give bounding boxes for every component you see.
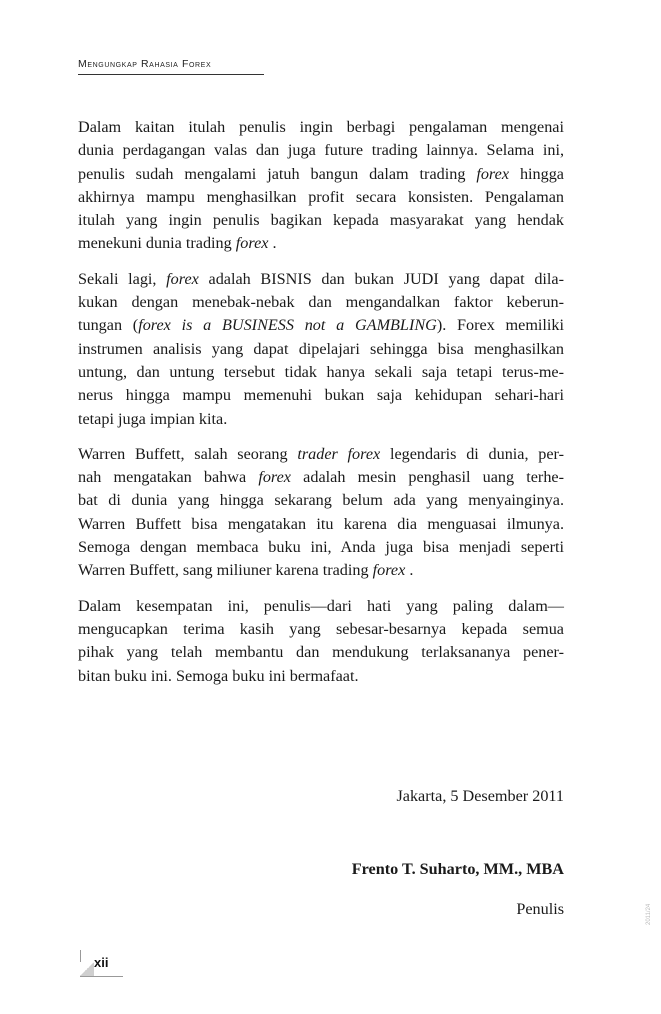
text-line	[78, 314, 564, 337]
paragraph	[78, 116, 564, 256]
italic-term: forex	[258, 468, 291, 487]
text-line	[78, 338, 564, 361]
text-run: .	[268, 234, 277, 253]
paragraph	[78, 443, 564, 583]
text-line	[78, 186, 564, 209]
italic-term: forex	[476, 164, 510, 183]
text-run: itulah yang ingin penulis bagikan kepada masyarakat yang hendak	[78, 211, 564, 230]
text-line	[78, 641, 564, 664]
text-run: bitan buku ini. Semoga buku ini bermafaat.	[78, 666, 359, 685]
text-run: .	[405, 561, 414, 580]
italic-term: forex	[372, 561, 406, 580]
italic-term: forex	[166, 269, 199, 288]
side-note: 2011/24	[646, 903, 652, 925]
text-run: dunia perdagangan valas dan juga future trading lainnya. Selama ini,	[78, 141, 564, 160]
text-line	[78, 559, 564, 582]
text-run: instrumen analisis yang dapat dipelajari sehingga bisa menghasilkan	[78, 339, 564, 358]
text-run: Dalam kaitan itulah penulis ingin berbagi pengalaman mengenai	[78, 118, 564, 136]
text-run: bat di dunia yang hingga sekarang belum ada yang menyainginya.	[78, 491, 564, 510]
text-line	[78, 268, 564, 291]
text-line	[78, 408, 564, 431]
text-run: hingga	[509, 164, 564, 183]
text-run: menekuni dunia trading	[78, 234, 236, 253]
paragraph	[78, 595, 564, 688]
text-run: Warren Buffett bisa mengatakan itu karena dia menguasai ilmunya.	[78, 514, 564, 533]
text-run: tetapi juga impian kita.	[78, 409, 228, 428]
paragraph	[78, 268, 564, 431]
signature-role: Penulis	[516, 900, 564, 918]
text-run: nah mengatakan bahwa	[78, 468, 259, 487]
text-run: untung, dan untung tersebut tidak hanya sekali saja tetapi terus-me-	[78, 362, 564, 381]
signature-name: Frento T. Suharto, MM., MBA	[351, 860, 564, 878]
text-line	[78, 489, 564, 512]
text-line	[78, 116, 564, 139]
text-run: tungan (	[78, 316, 139, 335]
text-line	[78, 139, 564, 162]
text-run: Warren Buffett, sang miliuner karena trading	[78, 561, 373, 580]
italic-term: trader forex	[297, 444, 381, 463]
text-run: ). Forex memiliki	[436, 316, 564, 335]
text-run: adalah mesin penghasil uang terhe-	[291, 468, 564, 487]
text-run: pihak yang telah membantu dan mendukung terlaksananya pener-	[78, 643, 564, 662]
page-number: xii	[94, 955, 109, 970]
text-line	[78, 209, 564, 232]
text-line	[78, 466, 564, 489]
text-run: nerus hingga mampu memenuhi bukan saja kehidupan sehari-hari	[78, 386, 564, 405]
body-text	[78, 116, 564, 700]
italic-term: forex is a BUSINESS not a GAMBLING	[138, 316, 437, 335]
text-run: Warren Buffett, salah seorang	[78, 444, 298, 463]
text-run: penulis sudah mengalami jatuh bangun dalam trading	[78, 164, 477, 183]
text-line	[78, 443, 564, 466]
running-header: Mengungkap Rahasia Forex	[78, 58, 264, 75]
text-run: akhirnya mampu menghasilkan profit secara konsisten. Pengalaman	[78, 187, 564, 206]
text-run: mengucapkan terima kasih yang sebesar-besarnya kepada semua	[78, 619, 564, 638]
text-run: Sekali lagi,	[78, 269, 167, 288]
signature-place-date: Jakarta, 5 Desember 2011	[396, 787, 564, 805]
text-run: adalah BISNIS dan bukan JUDI yang dapat dila-	[198, 269, 565, 288]
text-line	[78, 361, 564, 384]
text-line	[78, 384, 564, 407]
text-run: Semoga dengan membaca buku ini, Anda juga bisa menjadi seperti	[78, 538, 564, 557]
text-run: Dalam kesempatan ini, penulis—dari hati yang paling dalam—	[78, 596, 564, 615]
italic-term: forex	[235, 234, 269, 253]
text-line	[78, 665, 564, 688]
page-curl-icon	[80, 962, 94, 976]
text-line	[78, 291, 564, 314]
text-line	[78, 513, 564, 536]
text-line	[78, 595, 564, 618]
text-line	[78, 163, 564, 186]
text-run: kukan dengan menebak-nebak dan mengandalkan faktor keberun-	[78, 293, 564, 312]
text-line	[78, 536, 564, 559]
text-run: legendaris di dunia, per-	[380, 444, 564, 463]
text-line	[78, 618, 564, 641]
text-line	[78, 232, 564, 255]
